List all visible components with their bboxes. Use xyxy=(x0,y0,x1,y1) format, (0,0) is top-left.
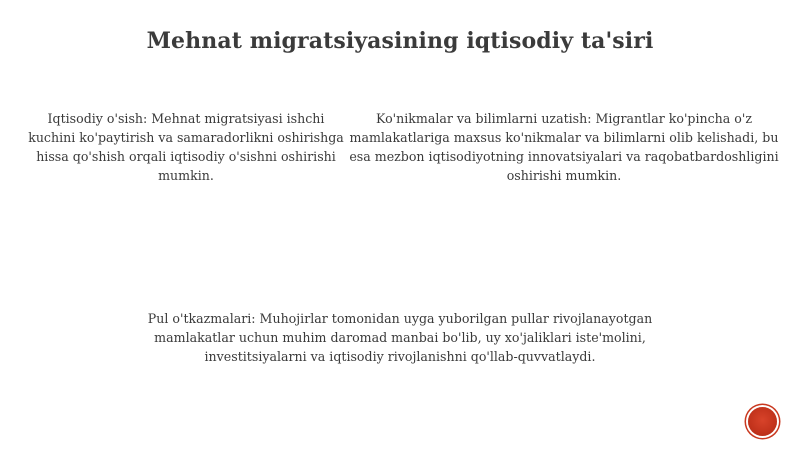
slide-title: Mehnat migratsiyasining iqtisodiy ta'siri xyxy=(146,28,654,54)
remittances-text: Pul o'tkazmalari: Muhojirlar tomonidan uyga yuborilgan pullar rivojlanayotgan mamlakatlar uchun muhim daromad manbai bo'lib, uy xo'jaliklari iste'molini, investitsiyalarni va iqtisodiy rivojlanishni qo'llab-quvvatlaydi. xyxy=(147,311,653,364)
next-slide-button[interactable] xyxy=(748,407,777,436)
skills-transfer-text: Ko'nikmalar va bilimlarni uzatish: Migrantlar ko'pincha o'z mamlakatlariga maxsus ko'nikmalar va bilimlarni olib kelishadi, bu esa mezbon iqtisodiyotning innovatsiyalari va raqobatbardoshligini oshirishi mumkin. xyxy=(349,111,779,183)
economic-growth-text: Iqtisodiy o'sish: Mehnat migratsiyasi ishchi kuchini ko'paytirish va samaradorlikni oshirishga hissa qo'shish orqali iqtisodiy o'sishni oshirishi mumkin. xyxy=(28,111,344,183)
